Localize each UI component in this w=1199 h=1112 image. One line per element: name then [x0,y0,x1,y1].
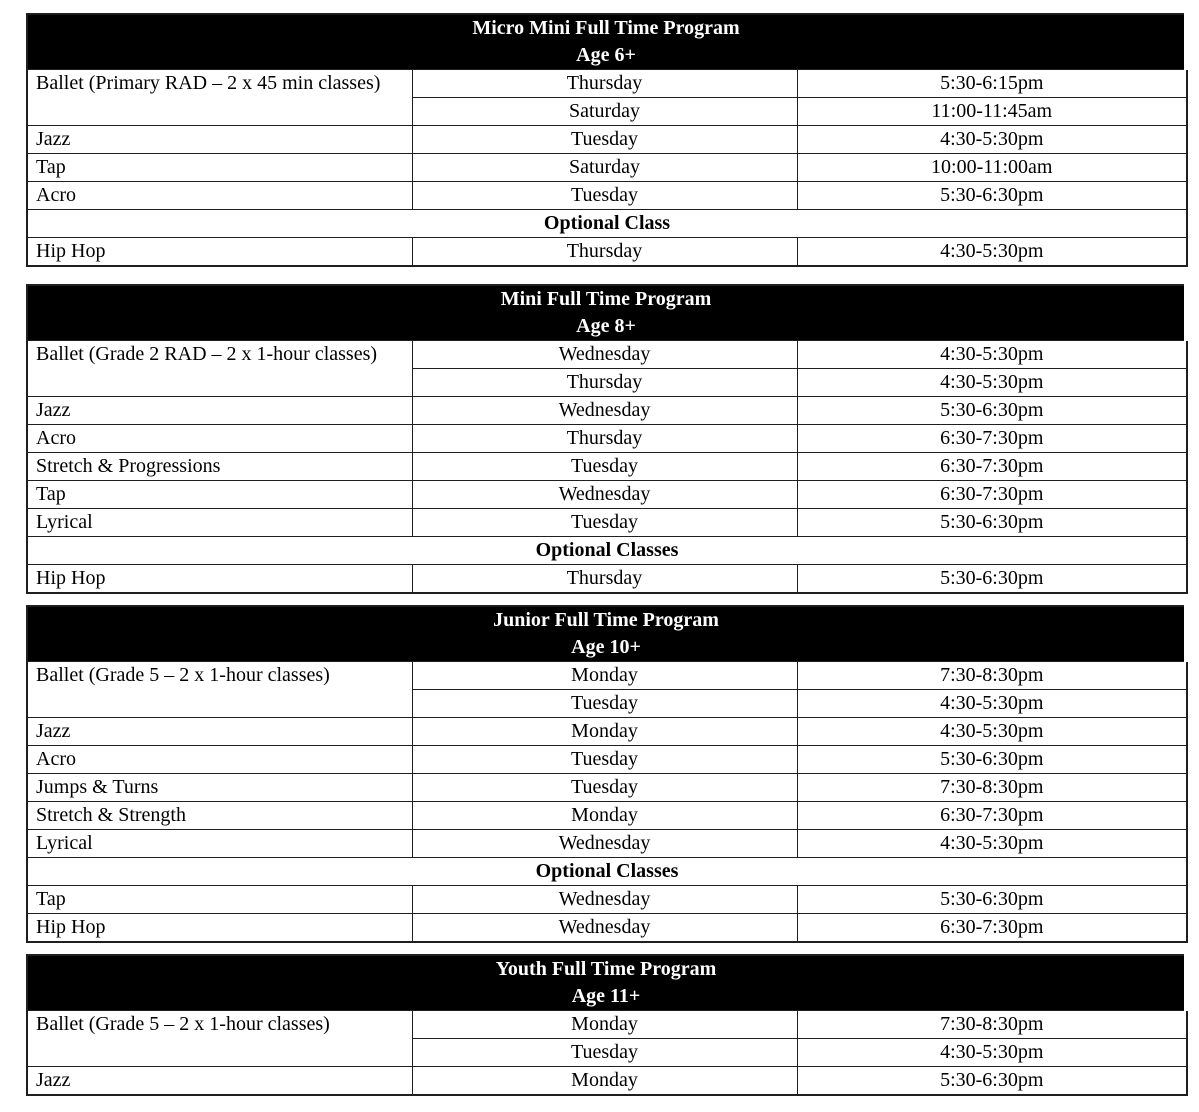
table-row [27,662,1187,690]
program-header-row [27,955,1187,1011]
class-name-cell: Stretch & Strength [27,802,412,830]
class-day-cell: Saturday [412,154,797,182]
class-time-cell: 10:00-11:00am [797,154,1187,182]
table-row [27,238,1187,267]
class-time-cell: 6:30-7:30pm [797,481,1187,509]
class-time-cell: 5:30-6:30pm [797,509,1187,537]
class-day-cell: Thursday [412,369,797,397]
program-age: Age 6+ [576,44,636,66]
class-name-cell: Lyrical [27,509,412,537]
class-name-cell: Ballet (Grade 2 RAD – 2 x 1-hour classes) [27,341,412,397]
table-row [27,70,1187,98]
class-time-cell: 7:30-8:30pm [797,662,1187,690]
table-row [27,182,1187,210]
table-row [27,341,1187,369]
table-row [27,802,1187,830]
class-day-cell: Tuesday [412,774,797,802]
class-time-cell: 5:30-6:30pm [797,397,1187,425]
class-time-cell: 4:30-5:30pm [797,126,1187,154]
class-day-cell: Wednesday [412,481,797,509]
class-name-cell: Tap [27,886,412,914]
class-name-cell: Jumps & Turns [27,774,412,802]
class-day-cell: Thursday [412,565,797,594]
table-row [27,718,1187,746]
class-time-cell: 5:30-6:30pm [797,565,1187,594]
program-header [27,606,1187,662]
class-time-cell: 5:30-6:30pm [797,182,1187,210]
class-time-cell: 4:30-5:30pm [797,718,1187,746]
optional-classes-label: Optional Classes [27,537,1187,565]
class-time-cell: 6:30-7:30pm [797,802,1187,830]
class-name-cell: Hip Hop [27,914,412,943]
class-time-cell: 5:30-6:15pm [797,70,1187,98]
class-day-cell: Tuesday [412,453,797,481]
class-time-cell: 5:30-6:30pm [797,746,1187,774]
class-name-cell: Jazz [27,126,412,154]
class-name-cell: Ballet (Grade 5 – 2 x 1-hour classes) [27,1011,412,1067]
table-row [27,425,1187,453]
class-name-cell: Acro [27,425,412,453]
class-day-cell: Tuesday [412,746,797,774]
class-name-cell: Acro [27,746,412,774]
table-row [27,1067,1187,1096]
class-name-cell: Tap [27,154,412,182]
class-name-cell: Jazz [27,397,412,425]
program-header-row [27,606,1187,662]
class-time-cell: 4:30-5:30pm [797,1039,1187,1067]
class-day-cell: Monday [412,662,797,690]
table-row [27,746,1187,774]
class-day-cell: Tuesday [412,509,797,537]
table-row [27,914,1187,943]
table-row [27,509,1187,537]
program-header-row [27,14,1187,70]
class-day-cell: Wednesday [412,341,797,369]
optional-classes-row [27,210,1187,238]
class-time-cell: 5:30-6:30pm [797,886,1187,914]
class-name-cell: Ballet (Primary RAD – 2 x 45 min classes) [27,70,412,126]
program-age: Age 11+ [571,985,641,1007]
program-title: Youth Full Time Program [495,958,717,980]
class-time-cell: 4:30-5:30pm [797,238,1187,267]
class-time-cell: 4:30-5:30pm [797,341,1187,369]
class-time-cell: 4:30-5:30pm [797,690,1187,718]
class-name-cell: Hip Hop [27,565,412,594]
class-day-cell: Wednesday [412,914,797,943]
class-day-cell: Monday [412,802,797,830]
class-time-cell: 4:30-5:30pm [797,830,1187,858]
program-age: Age 8+ [576,315,636,337]
class-time-cell: 6:30-7:30pm [797,914,1187,943]
class-day-cell: Thursday [412,425,797,453]
program-table-3 [26,605,1190,943]
class-day-cell: Tuesday [412,690,797,718]
class-day-cell: Tuesday [412,182,797,210]
optional-classes-label: Optional Classes [27,858,1187,886]
class-day-cell: Tuesday [412,1039,797,1067]
class-name-cell: Tap [27,481,412,509]
class-day-cell: Monday [412,718,797,746]
program-table-1 [26,13,1190,267]
program-table-2 [26,284,1190,594]
class-day-cell: Saturday [412,98,797,126]
class-name-cell: Jazz [27,1067,412,1096]
table-row [27,830,1187,858]
class-time-cell: 6:30-7:30pm [797,425,1187,453]
program-title: Mini Full Time Program [500,288,712,310]
program-header-row [27,285,1187,341]
table-row [27,154,1187,182]
table-row [27,481,1187,509]
class-day-cell: Monday [412,1067,797,1096]
class-name-cell: Acro [27,182,412,210]
program-title: Junior Full Time Program [493,609,719,631]
class-time-cell: 7:30-8:30pm [797,774,1187,802]
class-day-cell: Tuesday [412,126,797,154]
table-row [27,453,1187,481]
program-age: Age 10+ [571,636,641,658]
class-name-cell: Hip Hop [27,238,412,267]
table-row [27,397,1187,425]
program-header [27,285,1187,341]
class-time-cell: 7:30-8:30pm [797,1011,1187,1039]
table-row [27,565,1187,594]
class-name-cell: Ballet (Grade 5 – 2 x 1-hour classes) [27,662,412,718]
class-day-cell: Wednesday [412,397,797,425]
table-row [27,886,1187,914]
optional-classes-row [27,537,1187,565]
table-row [27,126,1187,154]
class-name-cell: Stretch & Progressions [27,453,412,481]
class-day-cell: Wednesday [412,886,797,914]
class-day-cell: Wednesday [412,830,797,858]
table-row [27,1011,1187,1039]
optional-classes-row [27,858,1187,886]
program-table-4 [26,954,1190,1096]
program-header [27,14,1187,70]
class-time-cell: 11:00-11:45am [797,98,1187,126]
class-name-cell: Lyrical [27,830,412,858]
program-title: Micro Mini Full Time Program [472,17,740,39]
class-time-cell: 5:30-6:30pm [797,1067,1187,1096]
optional-classes-label: Optional Class [27,210,1187,238]
class-day-cell: Thursday [412,238,797,267]
class-time-cell: 4:30-5:30pm [797,369,1187,397]
class-day-cell: Monday [412,1011,797,1039]
class-time-cell: 6:30-7:30pm [797,453,1187,481]
class-day-cell: Thursday [412,70,797,98]
class-name-cell: Jazz [27,718,412,746]
table-row [27,774,1187,802]
program-header [27,955,1187,1011]
